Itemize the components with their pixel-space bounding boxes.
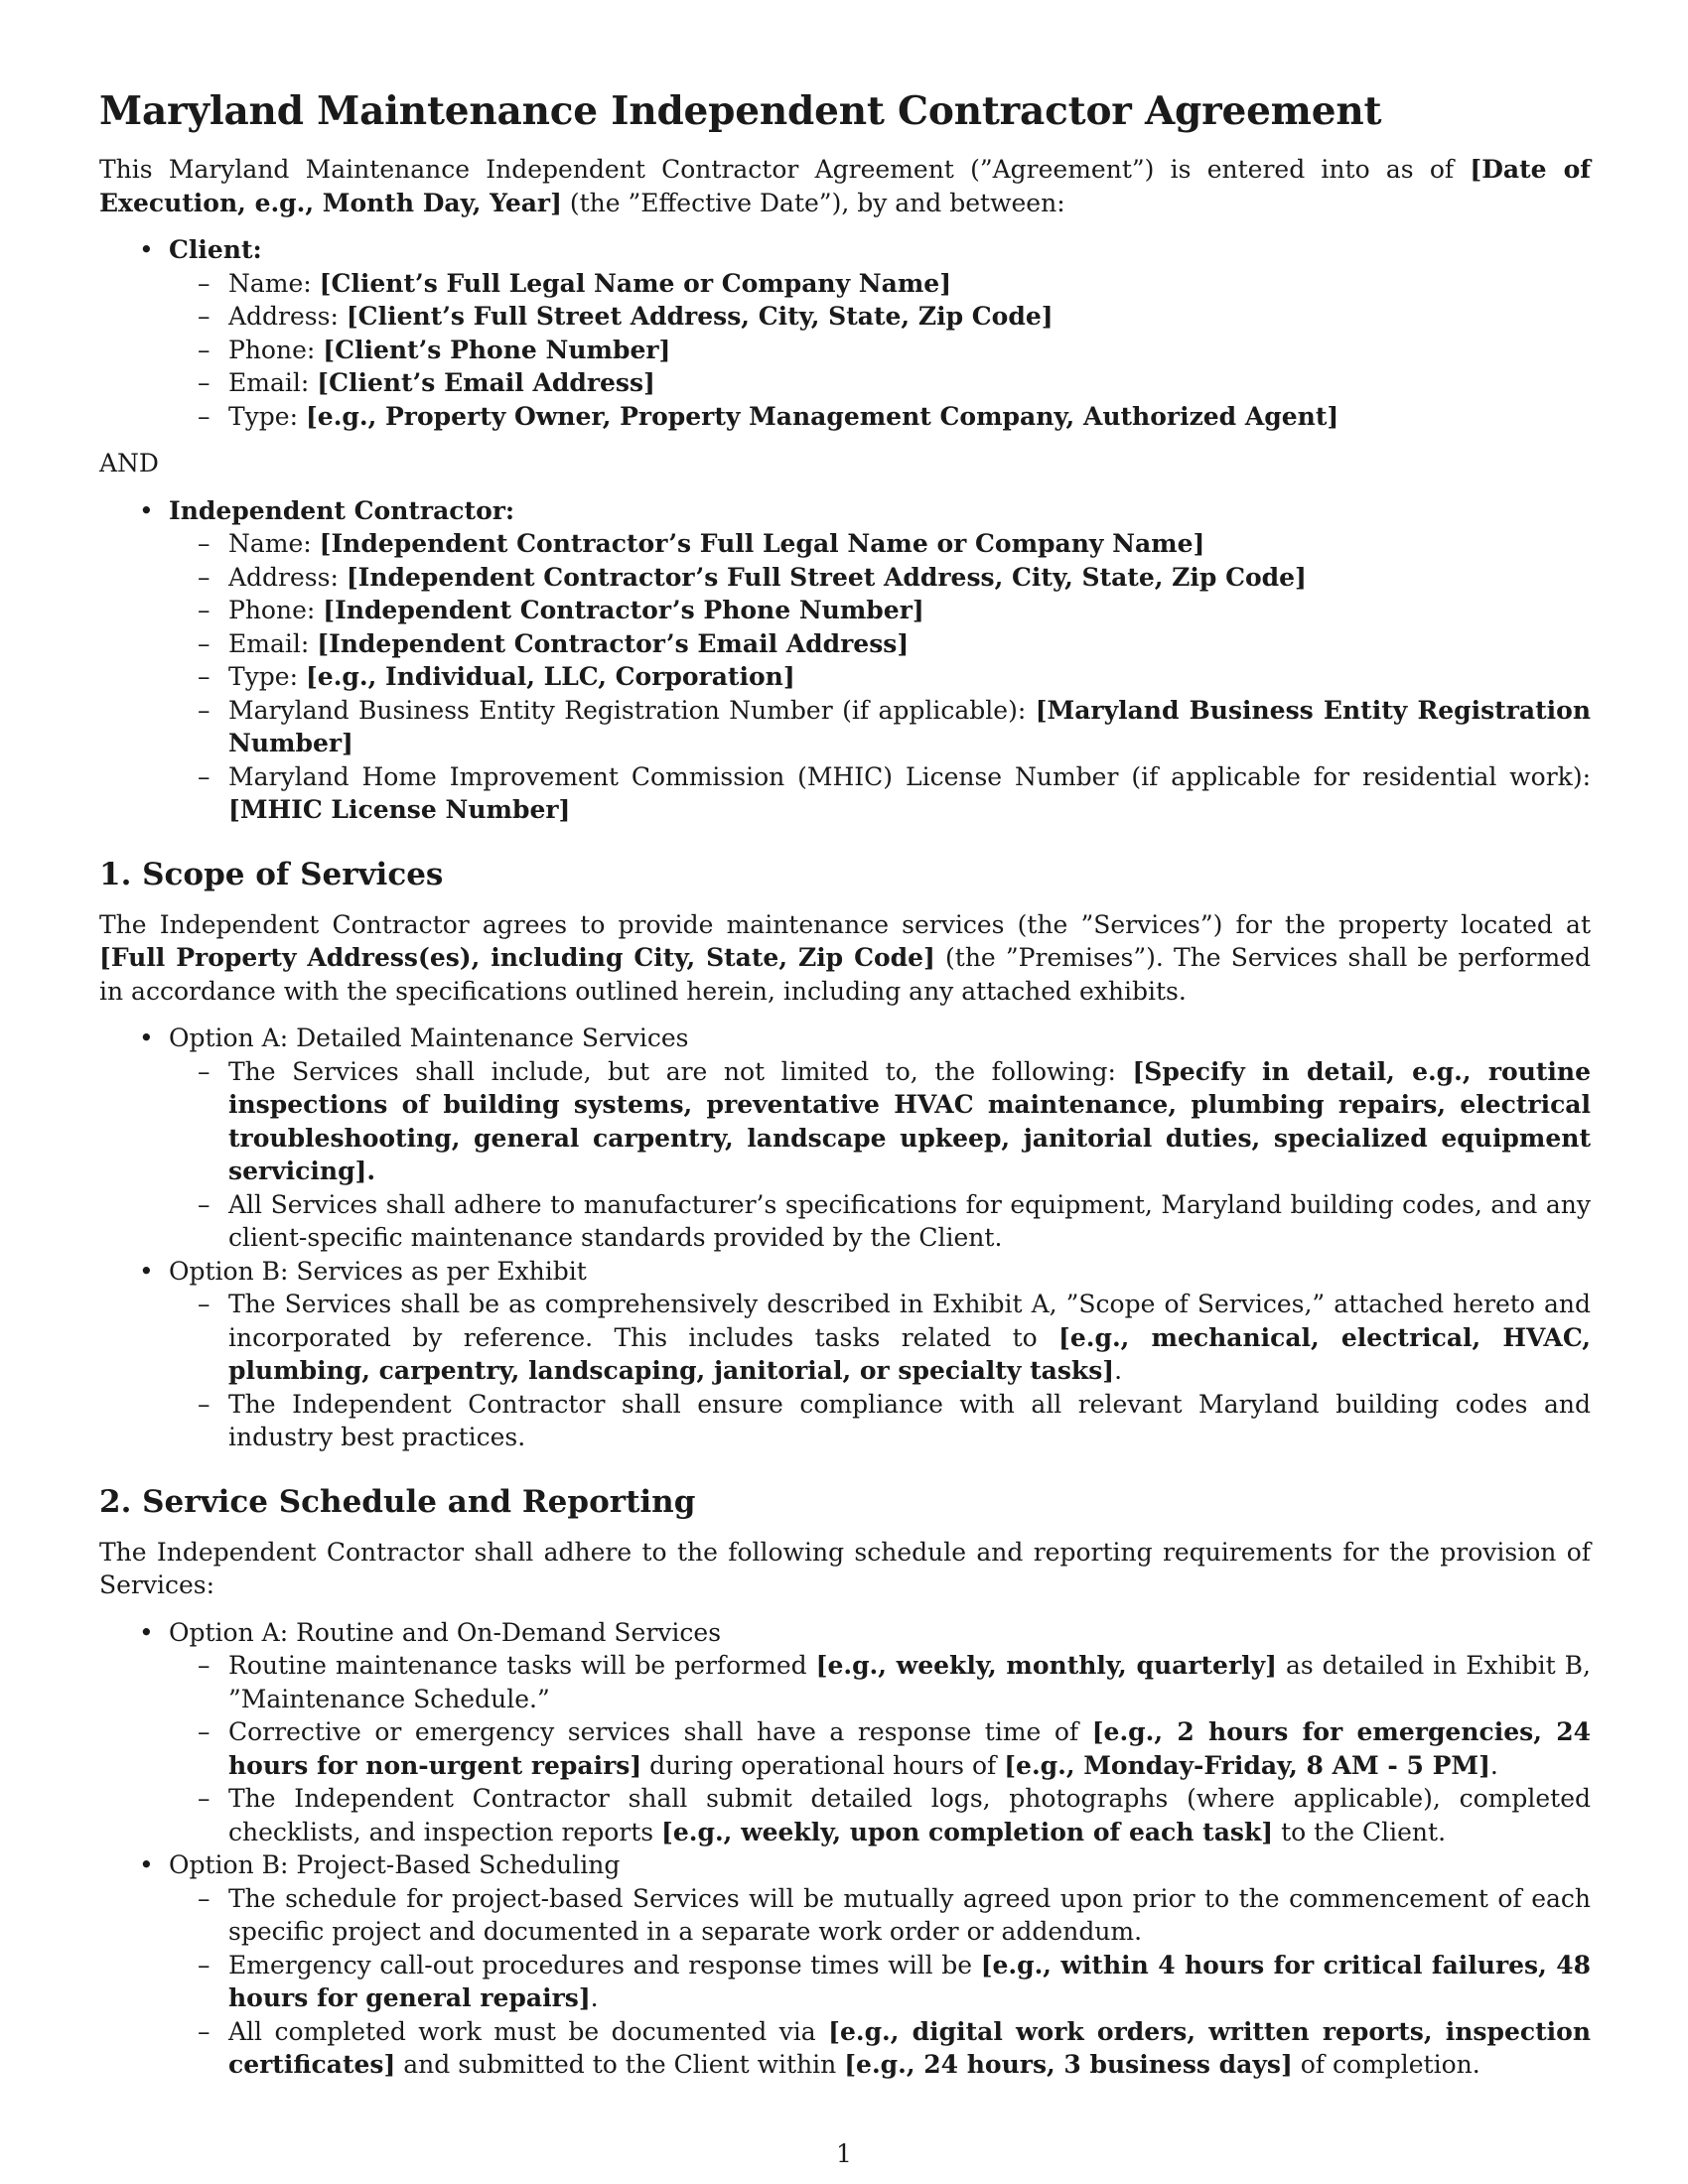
section-1-intro: The Independent Contractor agrees to provide maintenance services (the ”Services”) for the property located at [Full Property Address(es), including City, State, Zip Code] (the ”Premises”). The Services shall be performed in accordance with the specifications outlined herein, including any attached exhibits. [99, 909, 1591, 1006]
and-separator: AND [99, 449, 159, 478]
client-address-row: – Address: [Client’s Full Street Address, City, State, Zip Code] [228, 300, 1591, 334]
contractor-registration-row: – Maryland Business Entity Registration Number (if applicable): [Maryland Business Entity Registration Number] [228, 694, 1591, 760]
list-item: – The schedule for project-based Services will be mutually agreed upon prior to the commencement of each specific project and documented in a separate work order or addendum. [228, 1882, 1591, 1949]
list-item: – Emergency call-out procedures and response times will be [e.g., within 4 hours for critical failures, 48 hours for general repairs]. [228, 1949, 1591, 2015]
section-2-intro: The Independent Contractor shall adhere to the following schedule and reporting requirements for the provision of Services: [99, 1537, 1591, 1599]
page-number: 1 [836, 2139, 852, 2168]
section-2-option-b [169, 1848, 1591, 2082]
list-item: – All completed work must be documented via [e.g., digital work orders, written reports, inspection certificates] and submitted to the Client within [e.g., 24 hours, 3 business days] of completion. [228, 2015, 1591, 2082]
intro-text: (the ”Effective Date”), by and between: [561, 188, 1065, 217]
client-email-row: – Email: [Client’s Email Address] [228, 366, 1591, 400]
contractor-phone-row: – Phone: [Independent Contractor’s Phone Number] [228, 594, 1591, 627]
list-item: – Routine maintenance tasks will be performed [e.g., weekly, monthly, quarterly] as detailed in Exhibit B, ”Maintenance Schedule.” [228, 1649, 1591, 1715]
contractor-party-list [99, 494, 1591, 827]
section-2-heading: 2. Service Schedule and Reporting [99, 1483, 696, 1520]
document-title: Maryland Maintenance Independent Contractor Agreement [99, 88, 1382, 134]
contractor-address-row: – Address: [Independent Contractor’s Full Street Address, City, State, Zip Code] [228, 561, 1591, 595]
list-item: – Corrective or emergency services shall have a response time of [e.g., 2 hours for emergencies, 24 hours for non-urgent repairs] during operational hours of [e.g., Monday-Friday, 8 AM - 5 PM]. [228, 1715, 1591, 1782]
client-party-list [99, 233, 1591, 433]
intro-text: This Maryland Maintenance Independent Contractor Agreement (”Agreement”) is entered into as of [99, 155, 1471, 184]
option-label: Option B: Project-Based Scheduling [169, 1850, 621, 1879]
client-heading: Client: [169, 235, 262, 264]
contractor-heading: Independent Contractor: [169, 495, 515, 525]
section-2-option-a [169, 1616, 1591, 1849]
section-1-option-b [169, 1255, 1591, 1454]
section-1-heading: 1. Scope of Services [99, 856, 444, 892]
option-label: Option B: Services as per Exhibit [169, 1256, 587, 1286]
list-item: – The Independent Contractor shall submit detailed logs, photographs (where applicable), completed checklists, and inspection reports [e.g., weekly, upon completion of each task] to the Client. [228, 1782, 1591, 1848]
effective-date-placeholder: [Date of Execution, e.g., Month Day, Year] [99, 155, 1591, 217]
contractor-email-row: – Email: [Independent Contractor’s Email Address] [228, 627, 1591, 661]
client-details [169, 267, 1591, 434]
contractor-name-row: – Name: [Independent Contractor’s Full Legal Name or Company Name] [228, 527, 1591, 561]
intro-paragraph [99, 153, 1591, 219]
client-name-row: – Name: [Client’s Full Legal Name or Company Name] [228, 267, 1591, 301]
client-party [169, 233, 1591, 433]
section-1-options [99, 1022, 1591, 1454]
contractor-type-row: – Type: [e.g., Individual, LLC, Corporation] [228, 660, 1591, 694]
list-item: – The Independent Contractor shall ensure compliance with all relevant Maryland building codes and industry best practices. [228, 1388, 1591, 1454]
section-2-options [99, 1616, 1591, 2082]
contractor-mhic-row: – Maryland Home Improvement Commission (MHIC) License Number (if applicable for residential work): [MHIC License Number] [228, 760, 1591, 827]
contractor-party [169, 494, 1591, 827]
list-item: – The Services shall be as comprehensively described in Exhibit A, ”Scope of Services,” attached hereto and incorporated by reference. This includes tasks related to [e.g., mechanical, electrical, HVAC, plumbing, carpentry, landscaping, janitorial, or specialty tasks]. [228, 1288, 1591, 1388]
contractor-details [169, 527, 1591, 827]
client-phone-row: – Phone: [Client’s Phone Number] [228, 334, 1591, 367]
list-item: – The Services shall include, but are not limited to, the following: [Specify in detail, e.g., routine inspections of building systems, preventative HVAC maintenance, plumbing repairs, electrical troubleshooting, general carpentry, landscape upkeep, janitorial duties, specialized equipment servicing]. [228, 1055, 1591, 1188]
property-address-placeholder: [Full Property Address(es), including City, State, Zip Code] [99, 943, 935, 972]
option-label: Option A: Detailed Maintenance Services [169, 1024, 689, 1052]
document-body [99, 87, 1591, 2096]
section-1-option-a [169, 1022, 1591, 1255]
option-label: Option A: Routine and On-Demand Services [169, 1617, 722, 1647]
list-item: – All Services shall adhere to manufacturer’s specifications for equipment, Maryland building codes, and any client-specific maintenance standards provided by the Client. [228, 1188, 1591, 1255]
client-type-row: – Type: [e.g., Property Owner, Property Management Company, Authorized Agent] [228, 400, 1591, 434]
